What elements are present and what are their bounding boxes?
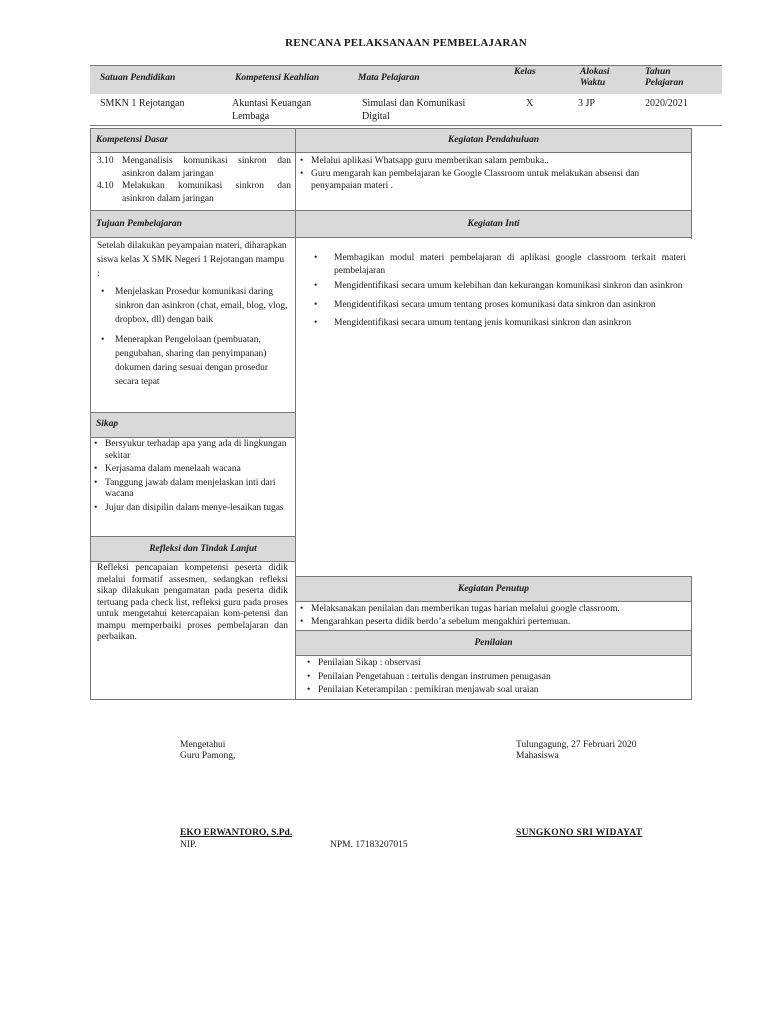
list-item: • Mengidentifikasi secara umum tentang proses komunikasi data sinkron dan asinkron — [312, 299, 686, 312]
sikap-header — [91, 413, 295, 437]
info-alokasi: 3 JP — [578, 98, 595, 109]
tujuan-intro: Setelah dilakukan peyampaian materi, diharapkan siswa kelas X SMK Negeri 1 Rejotangan mampu : — [97, 241, 287, 279]
rule — [90, 210, 692, 211]
sign-right-line1: Tulungagung, 27 Februari 2020 — [516, 740, 637, 750]
rule — [90, 128, 692, 129]
sikap-title: Sikap — [96, 419, 119, 429]
kd-item — [97, 180, 291, 205]
kd-list — [97, 155, 291, 205]
table-bottom-rule — [90, 699, 692, 700]
rule — [295, 655, 692, 656]
rule — [90, 237, 692, 238]
rule — [295, 630, 692, 631]
list-item: • Membagikan modul materi pembelajaran di aplikasi google classroom terkait materi pembelajaran — [312, 252, 686, 277]
grid-right-border-inti — [691, 210, 692, 239]
guru-pamong-name: EKO ERWANTORO, S.Pd. — [180, 828, 293, 838]
list-item: • Menjelaskan Prosedur komunikasi daring sinkron dan asinkron (chat, email, blog, vlog, dropbox, dll) dengan baik — [99, 285, 289, 327]
list-item: • Melalui aplikasi Whatsapp guru memberikan salam pembuka.. — [298, 155, 683, 168]
document-title: RENCANA PELAKSANAAN PEMBELAJARAN — [285, 37, 527, 49]
sikap-list — [92, 439, 288, 514]
sign-left-line2: Guru Pamong, — [180, 751, 236, 761]
penutup-title: Kegiatan Penutup — [458, 584, 529, 594]
info-tahun: 2020/2021 — [645, 98, 688, 109]
kd-text: Melakukan komunikasi sinkron dan asinkron dalam jaringan — [122, 181, 291, 204]
list-item: • Kerjasama dalam menelaah wacana — [92, 464, 288, 476]
grid-right-border-top — [691, 128, 692, 210]
rule — [90, 561, 296, 562]
header-tahun: Tahun Pelajaran — [645, 67, 684, 88]
sign-left-line1: Mengetahui — [180, 740, 226, 750]
list-item: • Penilaian Pengetahuan : tertulis dengan instrumen penugasan — [305, 671, 689, 685]
tujuan-title: Tujuan Pembelajaran — [96, 219, 182, 229]
header-alokasi: Alokasi Waktu — [580, 67, 610, 88]
rule — [90, 412, 296, 413]
kd-title: Kompetensi Dasar — [96, 135, 169, 145]
info-mapel: Simulasi dan Komunikasi Digital — [362, 98, 466, 122]
info-kelas: X — [526, 98, 534, 109]
rule — [90, 437, 296, 438]
sign-right-line2: Mahasiswa — [516, 751, 559, 761]
info-kompetensi: Akuntasi Keuangan Lembaga — [232, 98, 312, 122]
list-item: • Jujur dan disipilin dalam menye-lesaikan tugas — [92, 503, 288, 515]
kd-number: 3.10 — [97, 156, 114, 166]
list-item: • Mengidentifikasi secara umum kelebihan dan kekurangan komunikasi sinkron dan asinkron — [312, 280, 686, 293]
list-item: • Guru mengarah kan pembelajaran ke Google Classroom untuk melakukan absensi dan penyampaian materi . — [298, 168, 683, 193]
list-item: • Melaksanakan penilaian dan memberikan tugas harian melalui google classroom. — [298, 603, 690, 616]
list-item: • Bersyukur terhadap apa yang ada di lingkungan sekitar — [92, 439, 288, 462]
pendahuluan-title: Kegiatan Pendahuluan — [447, 135, 540, 145]
rule — [295, 576, 692, 577]
list-item: • Penilaian Keterampilan : pemikiran menjawab soal uraian — [305, 684, 689, 698]
list-item: • Menerapkan Pengelolaan (pembuatan, pengubahan, sharing dan penyimpanan) dokumen daring sesuai dengan prosedur secara tepat — [99, 333, 289, 389]
header-kelas: Kelas — [514, 67, 536, 77]
list-item: • Mengarahkan peserta didik berdo’a sebelum mengakhiri pertemuan. — [298, 616, 690, 629]
tujuan-list — [99, 285, 289, 389]
inti-title: Kegiatan Inti — [467, 219, 520, 229]
header-satuan: Satuan Pendidikan — [100, 73, 176, 83]
refleksi-text: Refleksi pencapaian kompetensi peserta didik melalui formatif assesmen, sedangkan refleksi sikap dilakukan pengamatan pada peserta didik tertuang pada check list, refleksi guru pada proses untuk mengetahui ketercapaian kom-petensi dan mampu memperbaiki proses pembelajaran dan perbaikan. — [97, 563, 288, 642]
kd-item — [97, 155, 291, 180]
pendahuluan-list — [298, 155, 683, 193]
info-satuan: SMKN 1 Rejotangan — [100, 98, 185, 109]
list-item: • Mengidentifikasi secara umum tentang jenis komunikasi sinkron dan asinkron — [312, 317, 686, 330]
kd-number: 4.10 — [97, 181, 114, 191]
rule — [90, 536, 296, 537]
rule — [90, 152, 692, 153]
inti-list — [312, 252, 686, 330]
refleksi-title: Refleksi dan Tindak Lanjut — [149, 544, 257, 554]
penilaian-list — [305, 657, 689, 698]
mahasiswa-name: SUNGKONO SRI WIDAYAT — [516, 828, 643, 838]
nip-label: NIP. — [180, 840, 197, 850]
grid-right-border-bottom — [691, 576, 692, 699]
kd-text: Menganalisis komunikasi sinkron dan asinkron dalam jaringan — [122, 156, 291, 179]
list-item: • Penilaian Sikap : observasi — [305, 657, 689, 671]
info-bottom-rule — [90, 125, 722, 126]
header-mapel: Mata Pelajaran — [358, 73, 420, 83]
npm-number: NPM. 17183207015 — [330, 840, 408, 850]
rule — [295, 601, 692, 602]
list-item: • Tanggung jawab dalam menjelaskan inti dari wacana — [92, 478, 288, 501]
penilaian-title: Penilaian — [474, 638, 513, 648]
header-kompetensi: Kompetensi Keahlian — [235, 73, 320, 83]
penutup-list — [298, 603, 690, 629]
